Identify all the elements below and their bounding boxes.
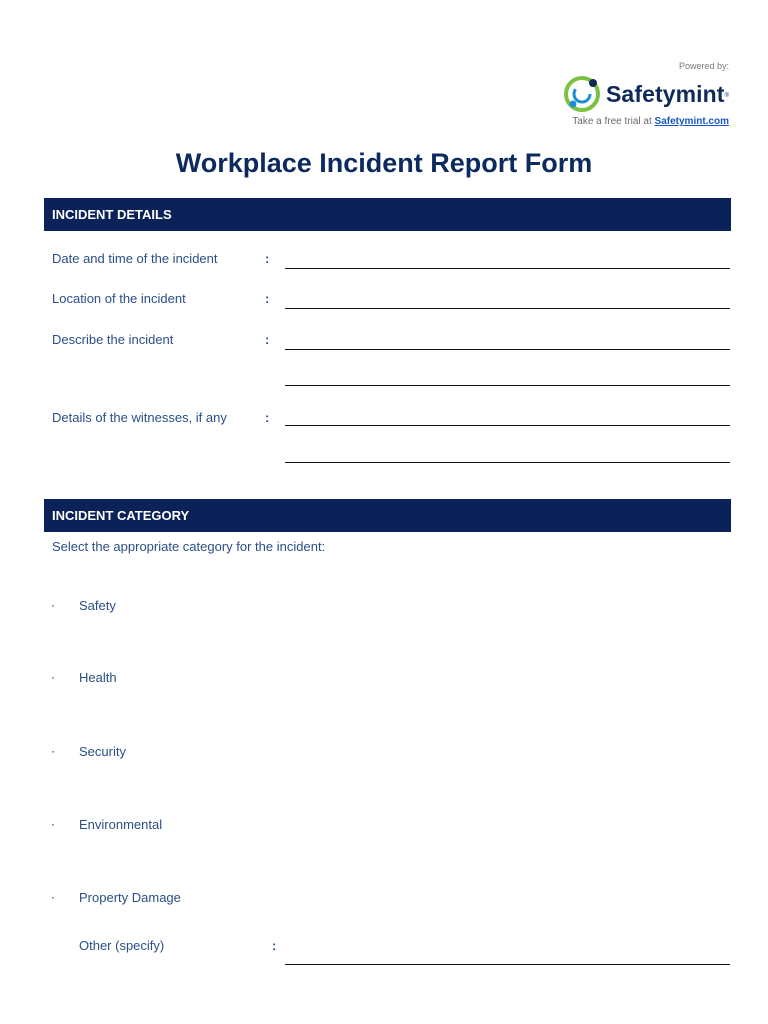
powered-by-text: Powered by: <box>678 61 729 71</box>
bullet-icon: · <box>51 817 55 831</box>
description-label: Describe the incident <box>52 332 174 347</box>
safetymint-logo <box>509 74 729 114</box>
safetymint-link[interactable]: Safetymint.com <box>654 116 729 127</box>
category-property-damage[interactable]: Property Damage <box>79 890 181 905</box>
category-security[interactable]: Security <box>79 744 126 759</box>
logo-wordmark: Safetymint <box>605 80 725 107</box>
bullet-icon: · <box>51 744 55 758</box>
category-instruction: Select the appropriate category for the incident: <box>52 539 326 554</box>
other-specify-label: Other (specify) <box>79 938 165 953</box>
witnesses-colon: : <box>265 410 270 425</box>
description-field-line-2[interactable] <box>285 385 730 386</box>
date-time-field[interactable] <box>285 268 730 269</box>
witnesses-field-line-1[interactable] <box>285 425 730 426</box>
location-field[interactable] <box>285 308 730 309</box>
other-specify-field[interactable] <box>285 964 730 965</box>
location-colon: : <box>265 291 270 306</box>
location-label: Location of the incident <box>52 291 186 306</box>
category-safety[interactable]: Safety <box>79 598 116 613</box>
description-field-line-1[interactable] <box>285 349 730 350</box>
branding-block <box>509 60 729 127</box>
date-time-label: Date and time of the incident <box>52 251 218 266</box>
date-time-colon: : <box>265 251 270 266</box>
incident-details-header: INCIDENT DETAILS <box>44 198 731 231</box>
safetymint-logo-icon <box>562 74 602 114</box>
registered-mark: ® <box>724 93 729 99</box>
trial-prefix: Take a free trial at <box>572 116 655 127</box>
description-colon: : <box>265 332 270 347</box>
page-title: Workplace Incident Report Form <box>175 148 593 178</box>
other-specify-colon: : <box>272 938 277 953</box>
incident-category-header: INCIDENT CATEGORY <box>44 499 731 532</box>
bullet-icon: · <box>51 670 55 684</box>
bullet-icon: · <box>51 598 55 612</box>
category-environmental[interactable]: Environmental <box>79 817 163 832</box>
witnesses-field-line-2[interactable] <box>285 462 730 463</box>
category-health[interactable]: Health <box>79 670 117 685</box>
bullet-icon: · <box>51 890 55 904</box>
witnesses-label: Details of the witnesses, if any <box>52 410 227 425</box>
free-trial-text <box>509 116 729 127</box>
